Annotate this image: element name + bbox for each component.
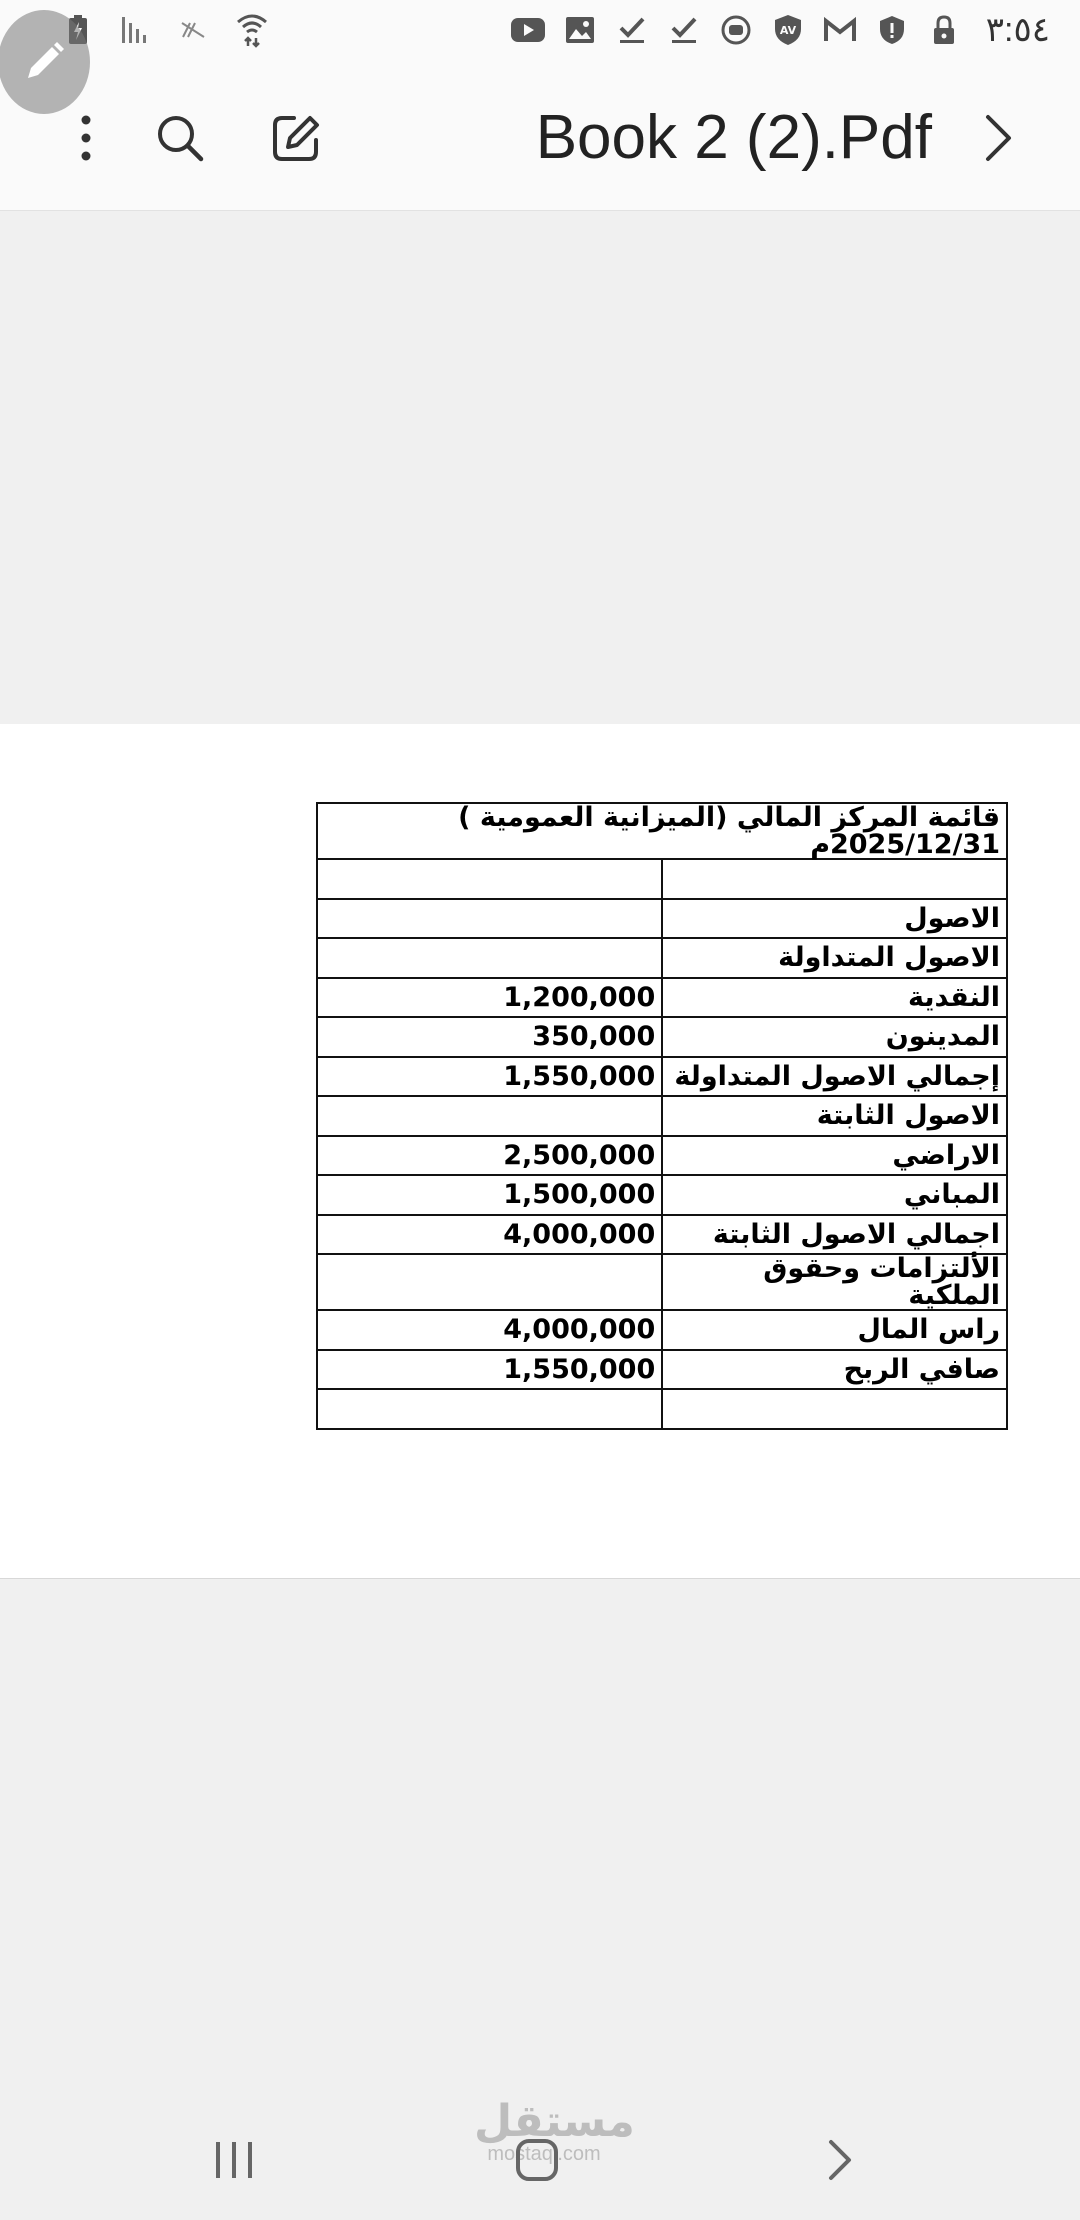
row-value — [317, 1096, 662, 1136]
table-title: قائمة المركز المالي (الميزانية العمومية ) 2025/12/31م — [317, 803, 1007, 859]
watermark-text: مستقل — [474, 2097, 635, 2146]
more-vertical-icon — [79, 114, 93, 162]
row-label: المدينون — [662, 1017, 1007, 1057]
navigation-bar — [0, 2080, 1080, 2220]
home-button[interactable] — [497, 2120, 577, 2200]
row-label: الاصول المتداولة — [662, 938, 1007, 978]
gmail-icon — [822, 12, 858, 48]
table-row — [317, 859, 1007, 899]
floating-pen-button[interactable] — [0, 10, 90, 114]
table-row — [317, 1310, 1007, 1350]
row-value — [317, 1254, 662, 1310]
row-label: صافي الربح — [662, 1350, 1007, 1390]
row-value: 1,550,000 — [317, 1057, 662, 1097]
table-row — [317, 1215, 1007, 1255]
status-right-icons — [510, 10, 1050, 50]
shield-icon — [874, 12, 910, 48]
pdf-page[interactable] — [0, 724, 1080, 1579]
row-value — [317, 1389, 662, 1429]
table-row — [317, 938, 1007, 978]
row-label: الألتزامات وحقوق الملكية — [662, 1254, 1007, 1310]
table-row — [317, 978, 1007, 1018]
row-value: 350,000 — [317, 1017, 662, 1057]
row-label — [662, 1389, 1007, 1429]
av-icon — [770, 12, 806, 48]
pen-icon — [20, 38, 68, 86]
table-row — [317, 1254, 1007, 1310]
top-toolbar — [0, 64, 1080, 211]
chevron-right-icon — [826, 2138, 854, 2182]
watermark-subtext: mostaql.com — [487, 2143, 601, 2165]
row-value — [317, 859, 662, 899]
edit-button[interactable] — [264, 106, 328, 170]
check-icon — [614, 12, 650, 48]
row-label: المباني — [662, 1175, 1007, 1215]
table-row — [317, 1136, 1007, 1176]
row-label: راس المال — [662, 1310, 1007, 1350]
youtube-icon — [510, 12, 546, 48]
row-label: الاراضي — [662, 1136, 1007, 1176]
balance-sheet-table — [316, 802, 1008, 1430]
row-value: 1,200,000 — [317, 978, 662, 1018]
row-value — [317, 899, 662, 939]
wifi-icon — [234, 12, 270, 48]
svg-text:AV: AV — [779, 24, 796, 37]
lock-icon — [926, 12, 962, 48]
status-bar — [0, 0, 1080, 64]
row-value: 1,550,000 — [317, 1350, 662, 1390]
row-label: الاصول — [662, 899, 1007, 939]
edit-icon — [270, 112, 322, 164]
table-row — [317, 1057, 1007, 1097]
row-label — [662, 859, 1007, 899]
next-button[interactable] — [966, 106, 1030, 170]
check-icon — [666, 12, 702, 48]
table-row — [317, 899, 1007, 939]
table-row — [317, 1389, 1007, 1429]
status-left-icons — [60, 12, 270, 48]
signal-icon — [118, 12, 154, 48]
search-button[interactable] — [148, 106, 212, 170]
row-value: 4,000,000 — [317, 1215, 662, 1255]
table-title-row — [317, 803, 1007, 859]
recents-button[interactable] — [194, 2120, 274, 2200]
row-value — [317, 938, 662, 978]
recents-icon — [213, 2140, 255, 2180]
search-icon — [155, 113, 205, 163]
back-button[interactable] — [800, 2120, 880, 2200]
gallery-icon — [562, 12, 598, 48]
table-row — [317, 1017, 1007, 1057]
table-row — [317, 1096, 1007, 1136]
record-icon — [718, 12, 754, 48]
row-label: الاصول الثابتة — [662, 1096, 1007, 1136]
status-time: ٣:٥٤ — [985, 11, 1050, 49]
row-value: 2,500,000 — [317, 1136, 662, 1176]
more-options-button[interactable] — [54, 106, 118, 170]
row-label: اجمالي الاصول الثابتة — [662, 1215, 1007, 1255]
row-label: النقدية — [662, 978, 1007, 1018]
row-value: 1,500,000 — [317, 1175, 662, 1215]
table-row — [317, 1175, 1007, 1215]
row-value: 4,000,000 — [317, 1310, 662, 1350]
table-row — [317, 1350, 1007, 1390]
chevron-right-icon — [983, 113, 1013, 163]
home-icon — [514, 2137, 560, 2183]
network-off-icon — [176, 12, 212, 48]
row-label: إجمالي الاصول المتداولة — [662, 1057, 1007, 1097]
document-title: Book 2 (2).Pdf — [535, 103, 932, 172]
